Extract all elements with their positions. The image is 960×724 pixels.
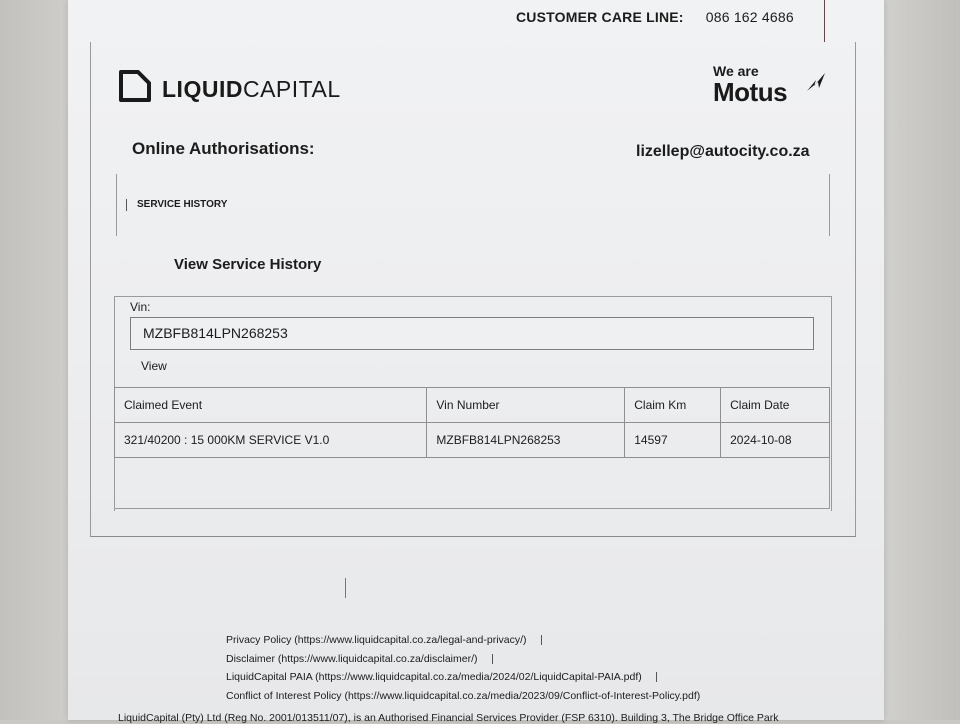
care-line-label: CUSTOMER CARE LINE: <box>516 9 684 25</box>
column-header-claimed-event: Claimed Event <box>115 388 427 423</box>
margin-rule <box>824 0 825 42</box>
footer-link-conflict-of-interest[interactable]: Conflict of Interest Policy (https://www.liquidcapital.co.za/media/2023/09/Conflict-of-Interest-Policy.pdf) <box>226 689 701 702</box>
liquidcapital-logo[interactable] <box>118 68 341 103</box>
footer-link-paia[interactable]: LiquidCapital PAIA (https://www.liquidcapital.co.za/media/2024/02/LiquidCapital-PAIA.pdf) <box>226 668 700 687</box>
vin-label: Vin: <box>130 300 151 314</box>
motus-wordmark: Motus <box>713 77 788 107</box>
footer-links <box>226 631 700 705</box>
footer-legal-text: LiquidCapital (Pty) Ltd (Reg No. 2001/013511/07), is an Authorised Financial Services Provider (FSP 6310). Building 3, The Bridge Office Park <box>118 712 779 724</box>
cell-claim-date: 2024-10-08 <box>721 423 830 458</box>
care-line-number: 086 162 4686 <box>705 9 794 25</box>
liquidcapital-logo-icon <box>118 69 152 103</box>
cell-vin-number: MZBFB814LPN268253 <box>427 423 625 458</box>
cell-claim-km: 14597 <box>625 423 721 458</box>
print-mark <box>345 578 346 598</box>
tab-service-history[interactable]: SERVICE HISTORY <box>126 199 227 211</box>
view-button[interactable]: View <box>141 359 167 373</box>
table-header-row <box>115 388 830 423</box>
page-title: Online Authorisations: <box>132 139 315 158</box>
footer-link-disclaimer[interactable]: Disclaimer (https://www.liquidcapital.co.za/disclaimer/) <box>226 650 700 669</box>
column-header-claim-km: Claim Km <box>625 388 721 423</box>
liquidcapital-wordmark: LIQUIDCAPITAL <box>162 76 341 102</box>
motus-logo[interactable] <box>713 64 833 105</box>
column-header-vin-number: Vin Number <box>427 388 625 423</box>
column-header-claim-date: Claim Date <box>721 388 830 423</box>
vin-input[interactable]: MZBFB814LPN268253 <box>130 317 814 350</box>
user-email: lizellep@autocity.co.za <box>636 143 810 160</box>
footer-link-privacy[interactable]: Privacy Policy (https://www.liquidcapital.co.za/legal-and-privacy/) <box>226 631 700 650</box>
motus-arrow-icon <box>805 71 827 93</box>
section-title: View Service History <box>174 256 322 273</box>
cell-claimed-event: 321/40200 : 15 000KM SERVICE V1.0 <box>115 423 427 458</box>
motus-tagline: We are <box>713 63 759 79</box>
table-empty-area <box>114 457 830 509</box>
table-row[interactable] <box>115 423 830 458</box>
claims-table <box>114 387 830 458</box>
customer-care-line <box>516 9 794 25</box>
